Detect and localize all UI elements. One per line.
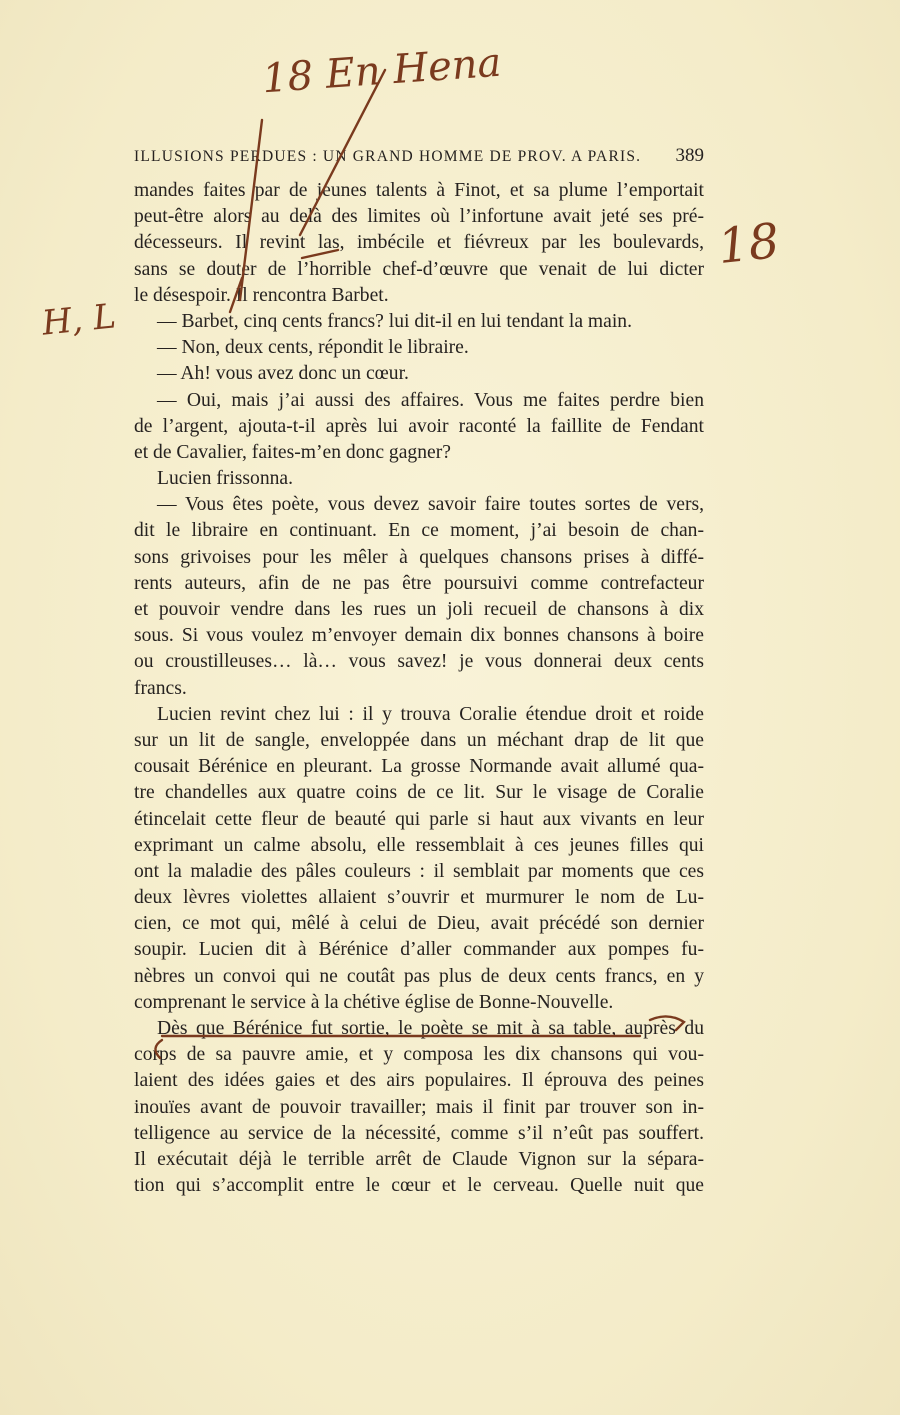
text-line: telligence au service de la nécessité, comme s’il n’eût pas souffert. [134,1122,704,1144]
text-line: cousait Bérénice en pleurant. La grosse Normande avait allumé qua- [134,756,704,778]
handwritten-left-margin-note: H, L [40,296,118,344]
text-line: sons grivoises pour les mêler à quelques chansons prises à diffé- [134,546,704,568]
text-line: laient des idées gaies et des airs populaires. Il éprouva des peines [134,1070,704,1092]
text-line: Lucien frissonna. [157,468,294,490]
text-line: — Vous êtes poète, vous devez savoir faire toutes sortes de vers, [157,494,704,516]
text-line: Lucien revint chez lui : il y trouva Coralie étendue droit et roide [157,703,704,725]
text-line: — Non, deux cents, répondit le libraire. [157,337,469,359]
text-line: de l’argent, ajouta-t-il après lui avoir raconté la faillite de Fendant [134,415,704,437]
running-title: ILLUSIONS PERDUES : UN GRAND HOMME DE PROV. A PARIS. [134,148,642,165]
text-line: cien, ce mot qui, mêlé à celui de Dieu, avait précédé son dernier [134,913,704,935]
page-number: 389 [675,145,704,166]
text-line: dit le libraire en continuant. En ce moment, j’ai besoin de chan- [134,520,704,542]
text-line: corps de sa pauvre amie, et y composa les dix chansons qui vou- [134,1044,704,1066]
text-line: — Barbet, cinq cents francs? lui dit-il en lui tendant la main. [157,310,633,332]
text-line: Il exécutait déjà le terrible arrêt de Claude Vignon sur la sépara- [134,1148,704,1170]
handwritten-top-note: 18 En Hena [260,39,503,103]
text-line: sous. Si vous voulez m’envoyer demain dix bonnes chansons à boire [134,625,704,647]
text-line: nèbres un convoi qui ne coutât pas plus de deux cents francs, en y [134,965,704,987]
handwritten-right-margin-note: 18 [715,212,782,276]
text-line: ont la maladie des pâles couleurs : il semblait par moments que ces [134,860,704,882]
text-line: tion qui s’accomplit entre le cœur et le cerveau. Quelle nuit que [134,1175,704,1197]
text-line: sur un lit de sangle, enveloppée dans un méchant drap de lit que [134,729,704,751]
text-line: et de Cavalier, faites-m’en donc gagner? [134,441,451,463]
text-line: rents auteurs, afin de ne pas être poursuivi comme contrefacteur [134,572,704,594]
text-line: comprenant le service à la chétive église de Bonne-Nouvelle. [134,991,614,1013]
text-line: tre chandelles aux quatre coins de ce lit. Sur le visage de Coralie [134,782,704,804]
text-line: — Ah! vous avez donc un cœur. [157,363,409,385]
text-line: deux lèvres violettes allaient s’ouvrir et murmurer le nom de Lu- [134,887,704,909]
text-line: décesseurs. Il revint las, imbécile et fiévreux par les boulevards, [134,232,704,254]
text-line: sans se douter de l’horrible chef-d’œuvre que venait de lui dicter [134,258,704,280]
text-line: le désespoir. Il rencontra Barbet. [134,284,389,306]
text-line: soupir. Lucien dit à Bérénice d’aller commander aux pompes fu- [134,939,704,961]
text-line: Dès que Bérénice fut sortie, le poète se mit à sa table, auprès du [157,1018,704,1039]
text-line: inouïes avant de pouvoir travailler; mais il finit par trouver son in- [134,1096,704,1118]
text-line: étincelait cette fleur de beauté qui parle si haut aux vivants en leur [134,808,704,830]
body-text [134,178,704,1199]
running-header [134,145,704,166]
text-line: — Oui, mais j’ai aussi des affaires. Vous me faites perdre bien [157,389,704,411]
text-line: mandes faites par de jeunes talents à Finot, et sa plume l’emportait [134,180,704,201]
text-line: et pouvoir vendre dans les rues un joli recueil de chansons à dix [134,599,704,620]
text-line: ou croustilleuses… là… vous savez! je vous donnerai deux cents [134,651,704,673]
text-line: peut-être alors au delà des limites où l’infortune avait jeté ses pré- [134,206,704,228]
text-line: francs. [134,677,187,699]
text-line: exprimant un calme absolu, elle ressemblait à ces jeunes filles qui [134,834,704,856]
